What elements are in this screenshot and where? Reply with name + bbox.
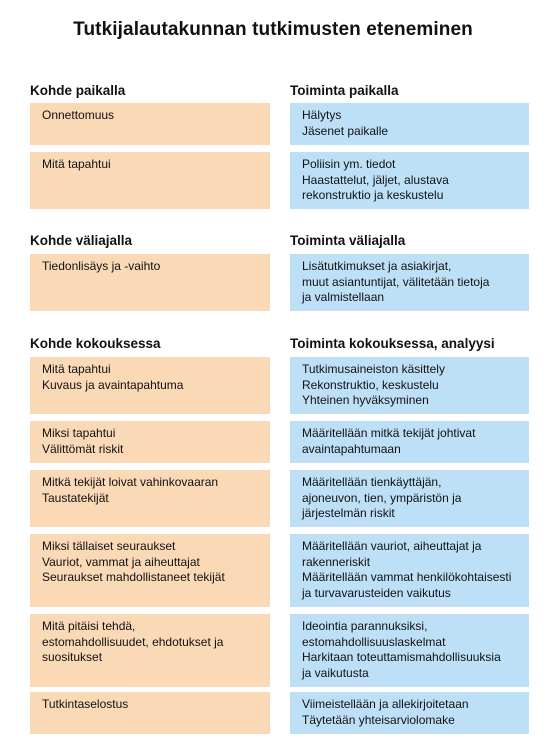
left-box: Mitkä tekijät loivat vahinkovaaran Taustatekijät [30,470,270,527]
right-box: Tutkimusaineiston käsittely Rekonstruktio, keskustelu Yhteinen hyväksyminen [290,357,529,414]
left-box: Mitä pitäisi tehdä, estomahdollisuudet, ehdotukset ja suositukset [30,614,270,687]
section-heading-right: Toiminta kokouksessa, analyysi [290,336,495,351]
right-box: Poliisin ym. tiedot Haastattelut, jäljet, alustava rekonstruktio ja keskustelu [290,152,529,209]
right-box: Hälytys Jäsenet paikalle [290,103,529,145]
right-box: Viimeistellään ja allekirjoitetaan Täytetään yhteisarviolomake [290,692,529,734]
left-box: Onnettomuus [30,103,270,145]
left-box: Miksi tällaiset seuraukset Vauriot, vammat ja aiheuttajat Seuraukset mahdollistaneet tekijät [30,534,270,607]
left-box: Tutkintaselostus [30,692,270,734]
right-box: Lisätutkimukset ja asiakirjat, muut asiantuntijat, välitetään tietoja ja valmistellaan [290,254,529,311]
left-box: Tiedonlisäys ja -vaihto [30,254,270,311]
left-box: Mitä tapahtui [30,152,270,209]
right-box: Ideointia parannuksiksi, estomahdollisuuslaskelmat Harkitaan toteuttamismahdollisuuksia ja vaikutusta [290,614,529,687]
right-box: Määritellään tienkäyttäjän, ajoneuvon, tien, ympäristön ja järjestelmän riskit [290,470,529,527]
right-box: Määritellään mitkä tekijät johtivat avaintapahtumaan [290,421,529,463]
left-box: Miksi tapahtui Välittömät riskit [30,421,270,463]
section-heading-left: Kohde kokouksessa [30,336,161,351]
section-heading-left: Kohde paikalla [30,83,126,98]
section-heading-right: Toiminta paikalla [290,83,399,98]
section-heading-left: Kohde väliajalla [30,233,133,248]
section-heading-right: Toiminta väliajalla [290,233,406,248]
left-box: Mitä tapahtui Kuvaus ja avaintapahtuma [30,357,270,414]
right-box: Määritellään vauriot, aiheuttajat ja rakenneriskit Määritellään vammat henkilökohtaisesti ja turvavarusteiden vaikutus [290,534,529,607]
page-title: Tutkijalautakunnan tutkimusten eteneminen [73,19,473,40]
